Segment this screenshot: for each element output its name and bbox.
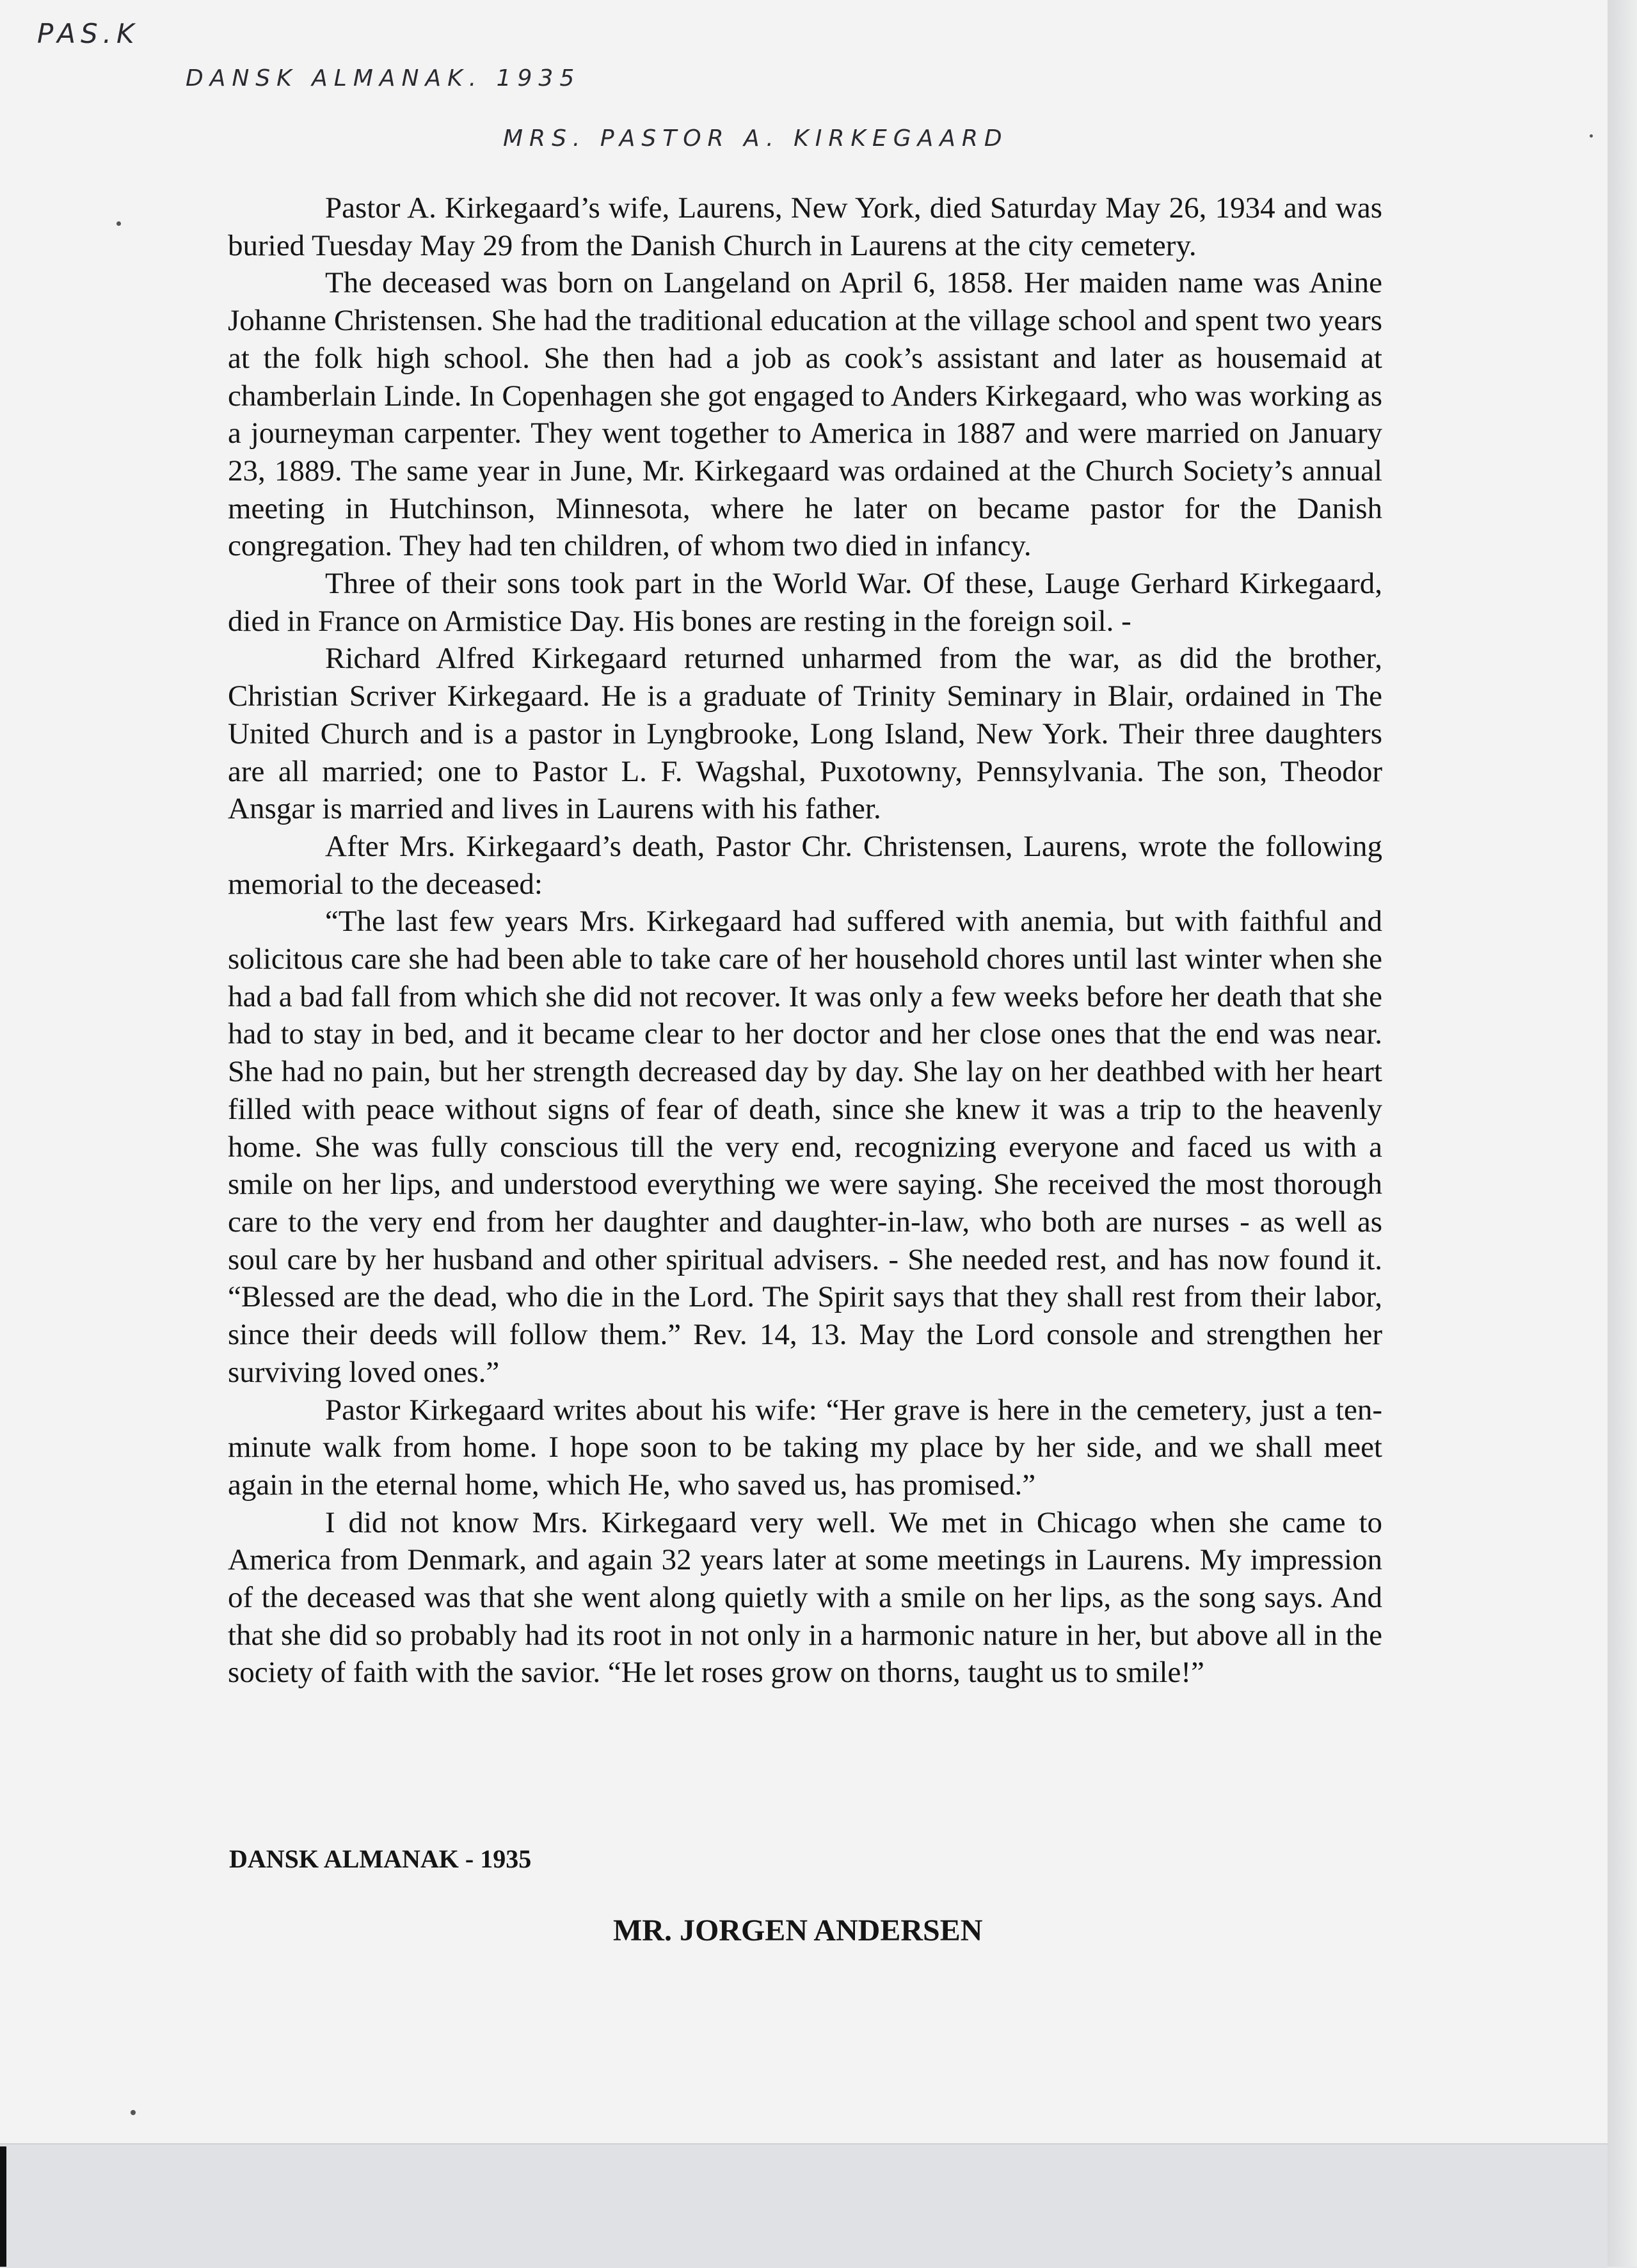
paragraph-5: After Mrs. Kirkegaard’s death, Pastor Chr. Christensen, Laurens, wrote the following memorial to the deceased: xyxy=(228,829,1382,901)
scan-speck xyxy=(131,2110,136,2115)
paragraph-4: Richard Alfred Kirkegaard returned unharmed from the war, as did the brother, Christian Scriver Kirkegaard. He is a graduate of Trinity Seminary in Blair, ordained in The United Church and is a pastor in Lyngbrooke, Long Island, New York. Their three daughters are all married; one to Pastor L. F. Wagshal, Puxotowny, Pennsylvania. The son, Theodor Ansgar is married and lives in Laurens with his father. xyxy=(228,642,1382,826)
paragraph-7: Pastor Kirkegaard writes about his wife: “Her grave is here in the cemetery, just a ten-minute walk from home. I hope soon to be taking my place by her side, and we shall meet again in the eternal home, which He, who saved us, has promised.” xyxy=(228,1393,1382,1502)
handwritten-initials: PAS.K xyxy=(37,18,140,49)
paragraph-2: The deceased was born on Langeland on April 6, 1858. Her maiden name was Anine Johanne Christensen. She had the traditional education at the village school and spent two years at the folk high school. She then had a job as cook’s assistant and later as housemaid at chamberlain Linde. In Copenhagen she got engaged to Anders Kirkegaard, who was working as a journeyman carpenter. They went together to America in 1887 and were married on January 23, 1889. The same year in June, Mr. Kirkegaard was ordained at the Church Society’s annual meeting in Hutchinson, Minnesota, where he later on became pastor for the Danish congregation. They had ten children, of whom two died in infancy. xyxy=(228,266,1382,563)
paper-edge xyxy=(1608,0,1637,2267)
source-label: DANSK ALMANAK - 1935 xyxy=(229,1844,532,1873)
paragraph-6: “The last few years Mrs. Kirkegaard had suffered with anemia, but with faithful and solicitous care she had been able to take care of her household chores until last winter when she had a bad fall from which she did not recover. It was only a few weeks before her death that she had to stay in bed, and it became clear to her doctor and her close ones that the end was near. She had no pain, but her strength decreased day by day. She lay on her deathbed with her heart filled with peace without signs of fear of death, since she knew it was a trip to the heavenly home. She was fully conscious till the very end, recognizing everyone and faced us with a smile on her lips, and understood everything we were saying. She received the most thorough care to the very end from her daughter and daughter-in-law, who both are nurses - as well as soul care by her husband and other spiritual advisers. - She needed rest, and has now found it. “Blessed are the dead, who die in the Lord. The Spirit says that they shall rest from their labor, since their deeds will follow them.” Rev. 14, 13. May the Lord console and strengthen her surviving loved ones.” xyxy=(228,905,1382,1389)
scan-edge-mark xyxy=(0,2146,6,2267)
next-article-title: MR. JORGEN ANDERSEN xyxy=(613,1914,983,1947)
handwritten-source: DANSK ALMANAK. 1935 xyxy=(186,65,581,91)
paragraph-3: Three of their sons took part in the World War. Of these, Lauge Gerhard Kirkegaard, died in France on Armistice Day. His bones are resting in the foreign soil. - xyxy=(228,567,1382,638)
scan-speck xyxy=(116,221,121,226)
paragraph-8: I did not know Mrs. Kirkegaard very well. We met in Chicago when she came to America from Denmark, and again 32 years later at some meetings in Laurens. My impression of the deceased was that she went along quietly with a smile on her lips, as the song says. And that she did so probably had its root in not only in a harmonic nature in her, but above all in the society of faith with the savior. “He let roses grow on thorns, taught us to smile!” xyxy=(228,1505,1382,1690)
handwritten-heading: MRS. PASTOR A. KIRKEGAARD xyxy=(503,125,1009,152)
article-body xyxy=(228,189,1382,1692)
scanner-bed xyxy=(0,2143,1608,2268)
paragraph-1: Pastor A. Kirkegaard’s wife, Laurens, New York, died Saturday May 26, 1934 and was buried Tuesday May 29 from the Danish Church in Laurens at the city cemetery. xyxy=(228,191,1382,262)
scan-speck xyxy=(1590,134,1593,138)
